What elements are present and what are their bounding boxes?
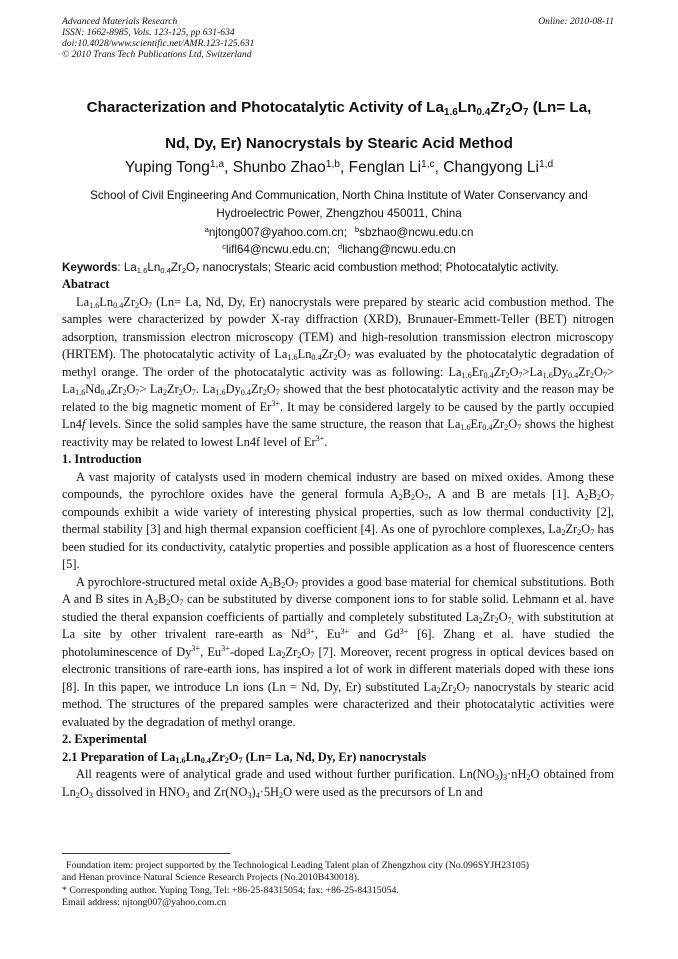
footnote-funding-cont: and Henan province Natural Science Research Projects (No.2010B430018).: [62, 872, 360, 884]
footnotes: [62, 860, 614, 910]
footnote-email: Email address: njtong007@yahoo.com.cn: [62, 897, 227, 909]
abstract-heading: Abatract: [62, 277, 110, 291]
paragraph: A pyrochlore-structured metal oxide $A_2B_2O_7$ provides a good base material for chemical substitutions. Both A and B sites in $A_2B_2O_7$ can be substituted by diverse component ions to for stable solid. Lehmann et al. have studied the theral expansion coefficients of partially and completely substituted $La_2Zr_2O_{7,}$ with substitution at La site by other trivalent rare-earth as $Nd^{3+}$, $Eu^{3+}$ and $Gd^{3+}$ [6]. Zhang et al. have studied the photoluminescence of $Dy^{3+}$, $Eu^{3+}$-doped $La_2Zr_2O_7$ [7]. Moreover, recent progress in optical devices based on electronic transitions of rare-earth ions, has inspired a lot of work in different materials doped with these ions [8]. In this paper, we introduce Ln ions (Ln = Nd, Dy, Er) substituted $La_2Zr_2O_7$ nanocrystals by stearic acid method. The structures of the prepared samples were characterized and their photocatalytic activities were evaluated by the degradation of methyl orange.: [62, 574, 615, 729]
journal-name: Advanced Materials Research: [62, 16, 178, 27]
author: Changyong Li: [443, 159, 539, 176]
paragraph: A vast majority of catalysts used in modern chemical industry are based on mixed oxides. Among these compounds, the pyrochlore oxides have the general formula $A_2B_2O_7$, A and B are metals [1]. $A_2B_2O_7$ compounds exhibit a wide variety of interesting physical properties, such as low thermal conductivity [2], thermal stability [3] and high thermal expansion coefficient [4]. As one of pyrochlore complexes, $La_2Zr_2O_7$ has been studied for its conductivity, catalytic properties and possible application as a host of fluorescence centers [5].: [62, 469, 615, 571]
affiliation: School of Civil Engineering And Communication, North China Institute of Water Conservancy and Hydroelectric Power, Zhengzhou 450011, China: [90, 189, 588, 220]
subsection-heading: 2.1 Preparation of $La_{1.6}Ln_{0.4}Zr_2O_7$ (Ln= La, Nd, Dy, Er) nanocrystals: [62, 749, 427, 765]
author: Yuping Tong: [124, 159, 210, 176]
section-heading: 1. Introduction: [62, 452, 142, 466]
journal-header: [62, 16, 614, 60]
paragraph: All reagents were of analytical grade and used without further purification. $Ln(NO_3)_3\cdot nH_2O$ obtained from $Ln_2O_3$ dissolved in $HNO_3$ and $Zr(NO_3)_4\cdot 5H_2O$ were used as the precursors of Ln and: [62, 767, 614, 800]
author-emails: $^a$njtong007@yahoo.com.cn; $^b$sbzhao@ncwu.edu.cn $^c$lifl64@ncwu.edu.cn; $^d$lichang@ncwu.edu.cn: [204, 225, 474, 256]
online-date: Online: 2010-08-11: [538, 16, 614, 27]
journal-copyright: © 2010 Trans Tech Publications Ltd, Switzerland: [62, 49, 252, 60]
footnote-rule: [62, 853, 230, 854]
author-list: Yuping Tong$^{1,a}$, Shunbo Zhao$^{1,b}$, Fenglan Li$^{1,c}$, Changyong Li$^{1,d}$: [124, 158, 554, 176]
paper-body: [62, 276, 614, 801]
section-heading: 2. Experimental: [62, 732, 147, 746]
author: Fenglan Li: [348, 159, 422, 176]
abstract-text: $La_{1.6}Ln_{0.4}Zr_2O_7$ (Ln= La, Nd, Dy, Er) nanocrystals were prepared by stearic acid combustion method. The samples were characterized by powder X-ray diffraction (XRD), Brunauer-Emmett-Teller (BET) nitrogen adsorption, transmission electron microscopy (TEM) and high-resolution transmission electron microscopy (HRTEM). The photocatalytic activity of $La_{1.6}Ln_{0.4}Zr_2O_7$ was evaluated by the photocatalytic degradation of methyl orange. The order of the photocatalytic activity was as following: $La_{1.6}Er_{0.4}Zr_2O_7>La_{1.6}Dy_{0.4}Zr_2O_7> La_{1.6}Nd_{0.4}Zr_2O_7> La_2Zr_2O_7$. $La_{1.6}Dy_{0.4}Zr_2O_7$ showed that the best photocatalytic activity and the reason may be related to the big magnetic moment of $Er^{3+}$. It may be considered largely to be caused by the partly occupied Ln4f levels. Since the solid samples have the same structure, the reason that $La_{1.6}Er_{0.4}Zr_2O_7$ shows the highest reactivity may be related to lowest Ln4f level of $Er^{3+}$.: [62, 294, 615, 449]
paper-title: Characterization and Photocatalytic Activity of $La_{1.6}Ln_{0.4}Zr_2O_7$ (Ln= La, Nd, Dy, Er) Nanocrystals by Stearic Acid Method: [86, 99, 592, 152]
journal-issn: ISSN: 1662-8985, Vols. 123-125, pp 631-634: [62, 27, 235, 38]
journal-doi: doi:10.4028/www.scientific.net/AMR.123-125.631: [62, 38, 255, 49]
author: Shunbo Zhao: [232, 159, 326, 176]
footnote-corresponding: * Corresponding author. Yuping Tong, Tel: +86-25-84315054; fax: +86-25-84315054.: [62, 884, 399, 896]
keywords: Keywords: $La_{1.6}Ln_{0.4}Zr_2O_7$ nanocrystals; Stearic acid combustion method; Photocatalytic activity.: [62, 261, 559, 275]
footnote-funding: Foundation item: project supported by the Technological Leading Talent plan of Zhengzhou city (No.096SYJH23105): [66, 860, 529, 871]
